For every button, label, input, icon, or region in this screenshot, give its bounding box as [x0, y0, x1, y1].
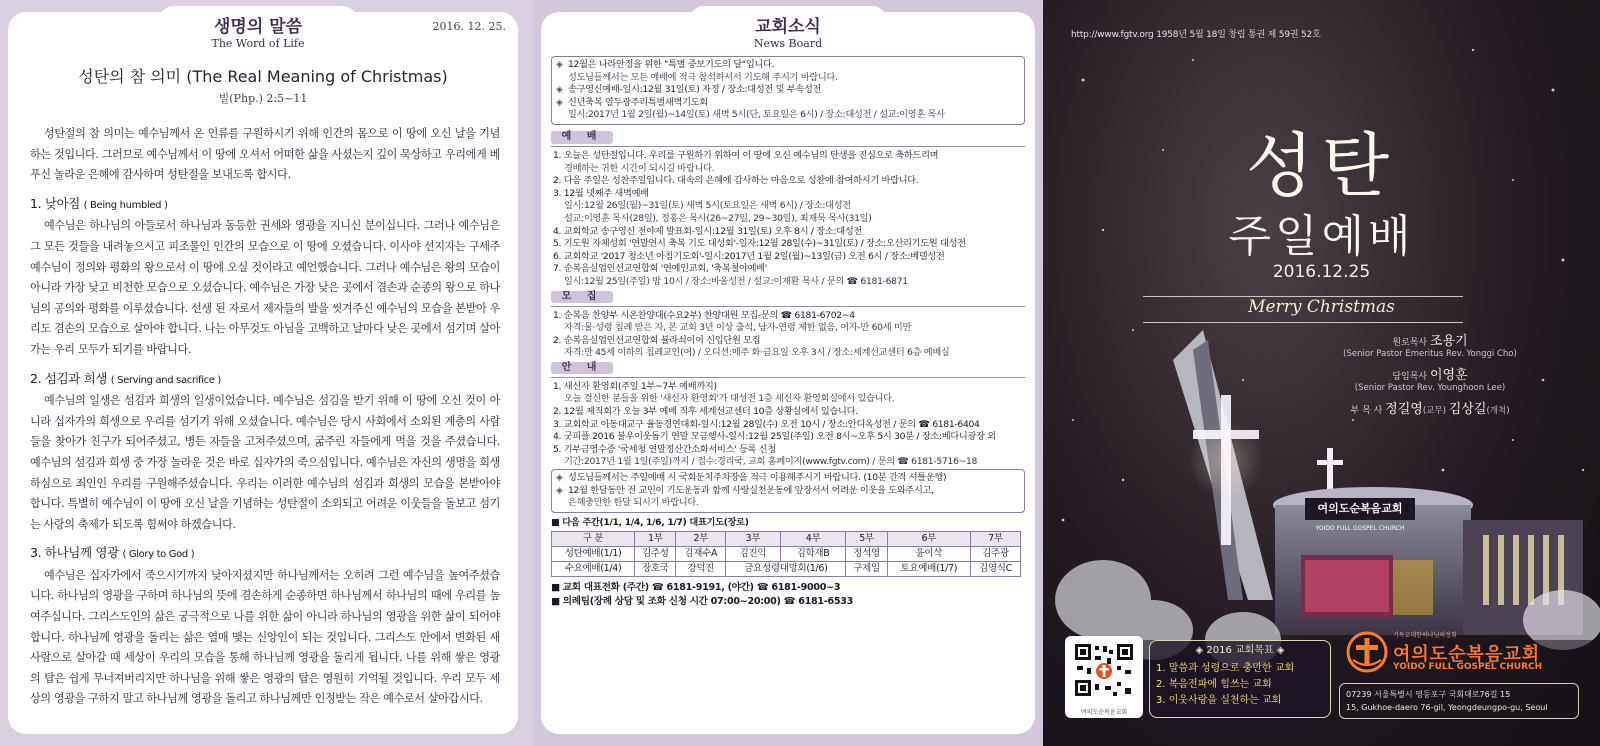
worship-list: [551, 150, 1025, 289]
table-cell: 김주성: [635, 547, 676, 562]
recruit-list: [551, 310, 1025, 360]
cover-panel: [1043, 0, 1600, 746]
church-logo-icon: [1345, 630, 1389, 674]
table-cell: 토요예배(1/7): [887, 562, 970, 577]
table-row: [552, 547, 1021, 562]
word-title: 생명의 말씀: [213, 17, 303, 37]
pastor-emeritus: [1310, 330, 1550, 359]
top-notice-1-sub: 성도님들께서는 모든 예배에 적극 참석하셔서 기도해 주시기 바랍니다.: [568, 71, 838, 83]
table-cell: 장호국: [635, 562, 676, 577]
table-cell: 4부: [780, 532, 846, 547]
bottom-notice-1: ◈ 성도님들께서는 주일예배 시 국회둔치주차장을 적극 이용해주시기 바랍니다. (10분 간격 셔틀운행): [556, 472, 1020, 485]
table-cell: 김영식C: [970, 562, 1020, 577]
prayer-schedule-table: [551, 531, 1021, 577]
pastor-1-en: (Senior Pastor Emeritus Rev. Yonggi Cho): [1343, 349, 1517, 359]
bulletin-date: 2016. 12. 25.: [432, 20, 506, 33]
pastor-3a-tag: (교무): [1422, 406, 1446, 416]
point-2-en: ( Serving and sacrifice ): [110, 374, 221, 386]
worship-item-5: 5. 기도원 자체성회 '연말연시 축복 기도 대성회'-일자:12월 28일(수)~31일(토) / 장소:오산리기도원 대성전: [553, 238, 966, 250]
top-notices-box: [551, 56, 1025, 125]
worship-item-2: 2. 다음 주일은 성찬주일입니다. 대속의 은혜에 감사하는 마음으로 성찬에 참여하시기 바랍니다.: [553, 175, 919, 187]
guide-item-5-sub: 기간:2017년 1월 1일(주일)까지 / 접수:경리국, 교회 홈페이지(www.fgtv.com) / 문의 ☎ 6181-5716~18: [564, 456, 978, 468]
recruit-item-2: 2. 순복음실업인선교연합회 뷸라쇠이어 신입단원 모집: [553, 334, 761, 346]
sign-en: YOIDO FULL GOSPEL CHURCH: [1315, 525, 1405, 532]
recruit-label: 모 집: [551, 291, 613, 304]
table-cell: 김주광: [970, 547, 1020, 562]
table-cell: 김학재B: [780, 547, 846, 562]
table-cell: 김진익: [726, 547, 780, 562]
worship-item-7: 7. 순복음실업인선교연합회 '연예인교회, '축복철야예배': [553, 263, 767, 275]
pastor-1-name: 조용기: [1429, 334, 1468, 349]
goal-3: 3. 이웃사랑을 실천하는 교회: [1156, 695, 1282, 706]
goal-2: 2. 복음전파에 힘쓰는 교회: [1156, 679, 1272, 690]
pastor-3a-name: 정길영: [1385, 402, 1423, 417]
pastor-3-role: 부 목 사: [1350, 406, 1383, 416]
funeral-counsel: ■ 의례팀(장례 상담 및 조화 신청 시간 07:00~20:00) ☎ 6181-6533: [551, 596, 853, 608]
point-1-title: 1. 낮아짐: [30, 195, 81, 211]
point-1-body: 예수님은 하나님의 아들로서 하나님과 동등한 권세와 영광을 지니신 분이십니다. 그러나 예수님은 그 모든 것들을 내려놓으시고 피조물인 인간의 모습으로 이 땅에 오셨습니다. 이사야 선지자는 구세주 예수님이 정의와 평화의 왕으로서 이 땅에 오실 것이라고 예언했습니다. 그러나 예수님은 왕의 모습이 아니라 가장 낮고 비천한 모습으로 오셨습니다. 예수님은 가장 낮은 곳에서 겸손과 순종의 왕으로 하나님의 공의와 평화를 이루셨습니다. 선생 된 자로서 제자들의 발을 씻겨주신 예수님의 모습을 본받아 우리도 겸손의 모습으로 살아야 합니다. 나는 아무것도 아님을 고백하고 날마다 낮은 곳에서 섬기며 살아가는 우리 모두가 되기를 바랍니다.: [30, 219, 500, 356]
senior-pastor: [1310, 364, 1550, 393]
qr-code[interactable]: [1065, 636, 1143, 718]
news-card: [541, 12, 1035, 734]
address-korean: 07239 서울특별시 영등포구 국회대로76길 15: [1346, 690, 1511, 699]
worship-item-3-sub2: 설교:이영훈 목사(28일), 정홍은 목사(26~27일, 29~30일), 최재묵 목사(31일): [564, 212, 872, 224]
guide-item-1: 1. 새신자 환영회(주일 1부~7부 예배까지): [553, 380, 717, 392]
worship-section-header: [551, 129, 1025, 147]
guide-item-3: 3. 교회학교 아동대교구 율동경연대회-일시:12월 28일(수) 오전 10시 / 장소:안디옥성전 / 문의 ☎ 6181-6404: [553, 418, 980, 430]
worship-item-7-sub: 일시:12월 25일(주일) 밤 10시 / 장소:바울성전 / 설교:이재환 목사 / 문의 ☎ 6181-6871: [564, 275, 908, 287]
pastor-2-en: (Senior Pastor Rev. Younghoon Lee): [1354, 383, 1506, 393]
news-board-panel: [533, 0, 1043, 746]
worship-label: 예 배: [551, 131, 613, 144]
church-logo[interactable]: [1343, 630, 1583, 676]
table-cell: 성탄예배(1/1): [552, 547, 635, 562]
recruit-item-1-sub: 자격:물·성령 침례 받은 자, 본 교회 3년 이상 출석, 남자-연령 제한 없음, 여자-만 60세 미만: [564, 322, 912, 334]
associate-pastors: [1310, 398, 1550, 417]
scripture-reference: 빌(Php.) 2:5~11: [218, 92, 308, 105]
website-and-issue-info: http://www.fgtv.org 1958년 5월 18일 창립 통권 제 59권 52호: [1071, 30, 1321, 40]
point-3-heading: [30, 543, 500, 566]
word-card: [8, 12, 518, 734]
merry-christmas: Merry Christmas: [1248, 297, 1395, 317]
top-notice-3-sub: 일시:2017년 1월 2일(월)~14일(토) 새벽 5시(단, 토요일은 6시) / 장소:대성전 / 설교:이영훈 목사: [568, 109, 945, 121]
pastor-1-role: 원로목사: [1392, 338, 1428, 348]
word-tab: [158, 6, 358, 50]
church-phone: ■ 교회 대표전화 (주간) ☎ 6181-9191, (야간) ☎ 6181-9000~3: [551, 582, 841, 594]
point-1-en: ( Being humbled ): [83, 199, 168, 211]
table-cell: 6부: [887, 532, 970, 547]
divider-bottom: [1143, 322, 1463, 323]
point-2-body: 예수님의 일생은 섬김과 희생의 일생이었습니다. 예수님은 섬김을 받기 위해 이 땅에 오신 것이 아니라 십자가의 희생으로 우리를 섬기기 위해 오셨습니다. 예수님은 당시 사회에서 소외된 계층의 사람들을 찾아가 친구가 되어주셨고, 병든 자들을 고쳐주셨으며, 굶주린 자들에게 먹을 것을 주셨습니다. 예수님의 섬김과 희생 중 가장 놀라운 것은 바로 십자가의 죽으심입니다. 예수님은 자신의 생명을 희생하심으로 죄인인 우리를 구원해주셨습니다. 우리는 이러한 예수님의 섬김과 희생의 모습을 본받아야 합니다. 특별히 예수님이 이 땅에 오신 날을 기념하는 성탄절이 소외되고 어려운 이웃들을 돌보고 섬기는 사랑의 축제가 되도록 힘써야 하겠습니다.: [30, 394, 500, 531]
worship-item-3: 3. 12월 넷째주 새벽예배: [553, 187, 649, 199]
qr-caption: 여의도순복음교회: [1080, 709, 1128, 716]
address-english: 15, Gukhoe-daero 76-gil, Yeongdeungpo-gu, Seoul: [1346, 703, 1548, 712]
point-3-en: ( Glory to God ): [122, 549, 195, 561]
cover-date: 2016.12.25: [1272, 262, 1371, 282]
pastor-2-name: 이영훈: [1429, 368, 1468, 383]
church-goals-2016: [1149, 640, 1331, 718]
top-notice-3: ◈ 신년축복 열두광주리특별새벽기도회: [556, 97, 1020, 110]
guide-item-1-sub: 오늘 결신한 분들을 위한 '새신자 환영회'가 대성전 1층 새신자 환영회실에서 있습니다.: [564, 393, 895, 405]
table-header-row: [552, 532, 1021, 547]
point-3-body: 예수님은 십자가에서 죽으시기까지 낮아지셨지만 하나님께서는 오히려 그런 예수님을 높여주셨습니다. 하나님의 영광을 구하며 하나님의 뜻에 겸손하게 순종하면 하나님께서 하나님의 때에 우리를 높여주십니다. 그리스도인의 삶은 궁극적으로 나를 위한 삶이 아니라 하나님의 영광을 위한 삶이 되어야 합니다. 하나님께 영광을 돌리는 삶은 열매 맺는 신앙인이 되는 것입니다. 그리스도 안에서 변화된 새사람으로 살아갈 때 세상이 우리의 모습을 통해 하나님께 영광을 돌리게 됩니다. 나를 위해 쌓은 영광의 탑은 쉽게 무너져버리지만 하나님을 위해 쌓은 영광의 탑은 영원히 기억될 것입니다. 우리 모두 세상의 영광을 구하지 말고 하나님께 영광을 돌리고 하나님께만 인정받는 작은 예수로서 살아갑시다.: [30, 568, 500, 706]
table-cell: 5부: [846, 532, 887, 547]
bottom-notice-2: ◈ 12월 한달동안 전 교인이 기도운동과 함께 사랑실천운동에 앞장서서 어려운 이웃을 도와주시고,: [556, 485, 1020, 498]
worship-item-3-sub: 일시:12월 26일(월)~31일(토) 새벽 5시(토요일은 새벽 6시) / 장소:대성전: [564, 200, 851, 212]
table-cell: 2부: [676, 532, 726, 547]
point-2-title: 2. 섬김과 희생: [30, 370, 108, 386]
worship-item-6: 6. 교회학교 '2017 청소년 아침기도회'-일시:2017년 1월 2일(월)~13일(금) 오전 6시 / 장소:베델성전: [553, 250, 945, 262]
table-cell: 구제일: [846, 562, 887, 577]
pastor-3b-name: 김상길: [1448, 402, 1487, 417]
news-subtitle: News Board: [753, 37, 823, 50]
guide-item-2: 2. 12월 제직회가 오늘 3부 예배 직후 세계선교센터 10층 상황실에서 있습니다.: [553, 406, 858, 418]
table-cell: 7부: [970, 532, 1020, 547]
pastor-2-role: 담임목사: [1392, 372, 1428, 382]
word-of-life-panel: [0, 0, 533, 746]
guide-section-header: [551, 360, 1025, 378]
sermon-body: [30, 124, 500, 718]
top-notice-2: ◈ 송구영신예배-일시:12월 31일(토) 자정 / 장소:대성전 및 부속성전: [556, 84, 1020, 97]
table-cell: 윤이삭: [887, 547, 970, 562]
guide-item-4: 4. 굿피플 2016 불우이웃돕기 연말 모금행사-일시:12월 25일(주일) 오전 8시~오후 5시 30분 / 장소:베다니광장 외: [553, 431, 996, 443]
logo-tagline: 기독교대한하나님의성회: [1393, 632, 1457, 639]
qr-code-icon: [1065, 636, 1143, 704]
recruit-section-header: [551, 289, 1025, 307]
point-1-heading: [30, 194, 500, 217]
table-cell: 강덕진: [676, 562, 726, 577]
pastor-3b-tag: (개척): [1486, 406, 1510, 416]
table-cell: 1부: [635, 532, 676, 547]
news-title: 교회소식: [755, 17, 821, 37]
bottom-notice-2-sub: 은혜충만한 한달 되시기 바랍니다.: [568, 497, 699, 509]
worship-item-4: 4. 교회학교 송구영신 전야제 발표회-일시:12월 31일(토) 오후 8시 / 장소:대성전: [553, 225, 862, 237]
table-cell: 김재수A: [676, 547, 726, 562]
pastors-list: [1310, 330, 1550, 422]
point-3-title: 3. 하나님께 영광: [30, 545, 119, 561]
table-row: [552, 562, 1021, 577]
sermon-intro: 성탄절의 참 의미는 예수님께서 온 인류를 구원하시기 위해 인간의 몸으로 이 땅에 오신 날을 기념하는 것입니다. 그러므로 예수님께서 이 땅에 오셔서 어떠한 삶을 사셨는지 깊이 묵상하고 우리에게 베푸신 놀라운 은혜에 감사하며 성탄절을 보내도록 합시다.: [30, 127, 500, 182]
sign-text: 여의도순복음교회: [1317, 502, 1403, 515]
church-name-en: YOIDO FULL GOSPEL CHURCH: [1393, 662, 1543, 672]
guide-label: 안 내: [551, 362, 613, 375]
point-2-heading: [30, 369, 500, 392]
cover-title-sunday-service: 주일예배: [1228, 211, 1415, 262]
worship-item-1: 1. 오늘은 성탄절입니다. 우리를 구원하기 위하여 이 땅에 오신 예수님의 탄생을 진심으로 축하드리며: [553, 149, 939, 161]
cover-title-christmas: 성탄: [1245, 125, 1398, 207]
bottom-notices-box: [551, 469, 1025, 513]
prayer-schedule-title: ■ 다음 주간(1/1, 1/4, 1/6, 1/7) 대표기도(장로): [551, 516, 749, 528]
table-cell: 정석영: [846, 547, 887, 562]
church-name: 여의도순복음교회: [1393, 644, 1541, 665]
worship-item-1-sub: 경배하는 귀한 시간이 되시길 바랍니다.: [564, 162, 715, 174]
goals-title: ◈ 2016 교회목표 ◈: [1195, 645, 1285, 656]
table-cell: 구 분: [552, 532, 635, 547]
contact-info: [551, 581, 1025, 609]
news-content: [551, 56, 1025, 609]
top-notice-1: ◈ 12월은 나라안정을 위한 "특별 중보기도의 달"입니다.: [556, 59, 1020, 72]
recruit-item-1: 1. 순복음 찬양부 시온찬양대(수요2부) 찬양대원 모집-문의 ☎ 6181-6702~4: [553, 309, 855, 321]
sermon-title: 성탄의 참 의미 (The Real Meaning of Christmas): [78, 67, 448, 86]
recruit-item-2-sub: 자격:만 45세 이하의 침례교인(여) / 오디션:매주 화·금요일 오후 3시 / 장소:세계선교센터 6층 예배실: [564, 347, 950, 359]
guide-item-5: 5. 기부금영수증 '국세청 연말정산간소화서비스' 등록 신청: [553, 443, 776, 455]
table-cell: 수요예배(1/4): [552, 562, 635, 577]
table-cell: 3부: [726, 532, 780, 547]
church-address: [1339, 683, 1579, 719]
word-subtitle: The Word of Life: [211, 37, 305, 50]
goal-1: 1. 말씀과 성령으로 충만한 교회: [1156, 663, 1295, 674]
news-tab: [688, 6, 888, 50]
guide-list: [551, 381, 1025, 469]
table-cell: 금요성령대망회(1/6): [726, 562, 846, 577]
